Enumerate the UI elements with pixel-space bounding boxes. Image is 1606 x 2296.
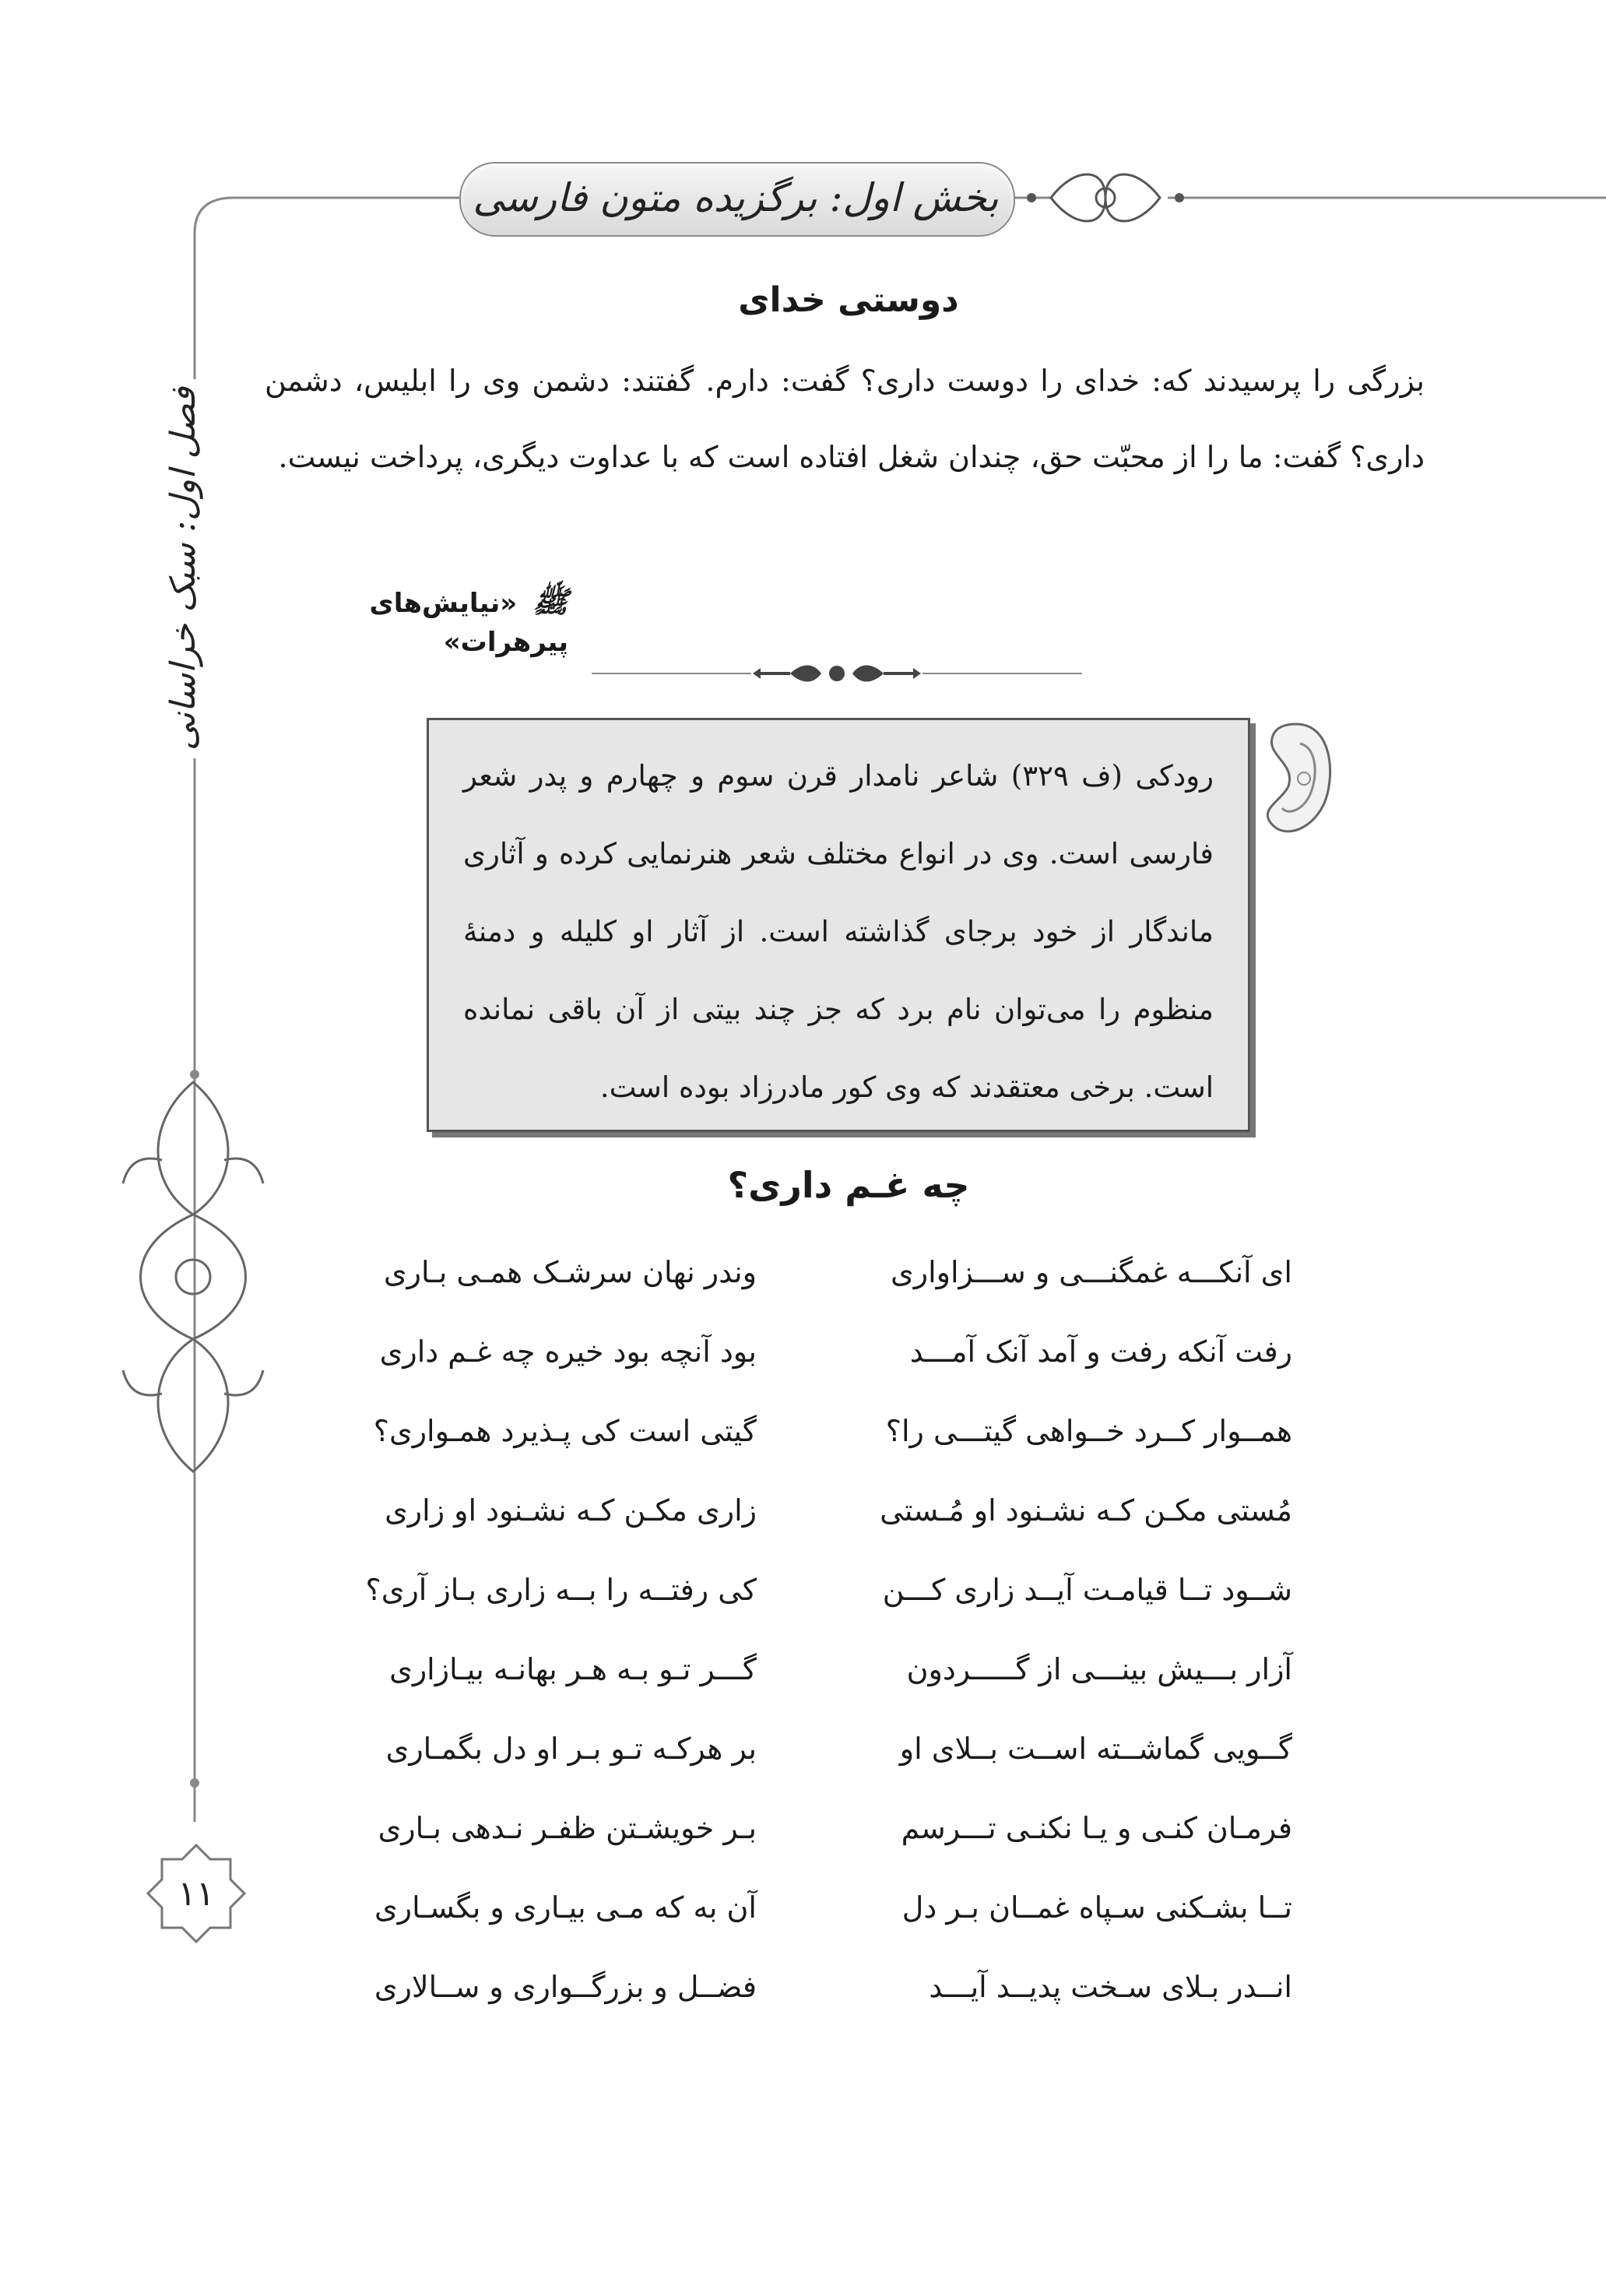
page-number: ۱۱ — [177, 1873, 215, 1914]
chapter-label: فصل اول: سبک خراسانی — [164, 378, 204, 758]
source-citation — [265, 584, 568, 658]
side-ornament-icon — [123, 1082, 263, 1471]
rule-dot — [190, 1778, 199, 1788]
hemistich-left: آن به که مـی بیـاری و بگسـاری — [374, 1890, 757, 1925]
paisley-icon — [1267, 724, 1330, 832]
rule-dot — [190, 1070, 199, 1079]
bio-box: رودکی (ف ۳۲۹) شاعر نامدار قرن سوم و چهارم و پدر شعر فارسی است. وی در انواع مختلف شعر هنرنمایی کرده و آثاری ماندگار از خود برجای گذاشته است. از آثار او کلیله و دمنهٔ منظوم را می‌توان نام برد که جز چند بیتی از آن باقی نمانده است. برخی معتقدند که وی کور مادرزاد بوده است. — [427, 718, 1250, 1132]
hemistich-left: بـر خویشـتن ظفـر نـدهی بـاری — [378, 1811, 757, 1845]
hemistich-right: تــا بشـکنی سـپاه غمــان بـر دل — [901, 1890, 1292, 1925]
hemistich-left: فضــل و بزرگــواری و ســالاری — [374, 1970, 757, 2004]
source-text: «نیایش‌های پیرهرات» — [369, 588, 568, 658]
hemistich-left: کی رفتــه را بــه زاری بـاز آری؟ — [365, 1573, 757, 1607]
hemistich-left: بود آنچه بود خیره چه غـم داری — [379, 1334, 757, 1369]
frame-corner — [195, 198, 234, 234]
hemistich-left: گیتی است کی پـذیرد همـواری؟ — [373, 1414, 757, 1448]
poem-title: چه غـم داری؟ — [727, 1164, 970, 1206]
hemistich-right: ای آنکـــه غمگنـــی و ســـزاواری — [891, 1255, 1292, 1289]
section-paragraph: بزرگی را پرسیدند که: خدای را دوست داری؟ گفت: دارم. گفتند: دشمن وی را ابلیس، دشمن داری؟ گفت: ما را از محبّت حق، چندان شغل افتاده است که با عداوت دیگری، پرداخت نیست. — [265, 364, 1425, 474]
hemistich-right: رفت آنکه رفت و آمد آنک آمـــد — [909, 1334, 1292, 1369]
hemistich-right: همــوار کــرد خــواهی گیتـــی را؟ — [885, 1414, 1292, 1448]
header-ornament-icon — [1027, 174, 1184, 221]
hemistich-right: انــدر بـلای سـخت پدیــد آیـــد — [929, 1970, 1292, 2004]
hemistich-left: زاری مکـن کـه نشـنود او زاری — [385, 1493, 757, 1528]
citation-mark: ﷺ — [532, 585, 568, 619]
section-title: دوستی خدای — [738, 280, 959, 320]
divider-ornament-icon — [751, 666, 922, 682]
hemistich-right: شــود تــا قیامـت آیــد زاری کـــن — [882, 1573, 1292, 1607]
chapter-label-vertical — [153, 386, 215, 751]
hemistich-right: گــویی گماشــته اســت بــلای او — [899, 1732, 1292, 1766]
hemistich-right: فرمـان کنـی و یـا نکنـی تـــرسم — [901, 1811, 1292, 1845]
hemistich-left: بر هرکـه تـو بـر او دل بگمـاری — [385, 1732, 757, 1766]
header-title: بخش اول: برگزیده متون فارسی — [473, 175, 999, 220]
hemistich-left: گـــر تـو بـه هـر بهانـه بیـازاری — [389, 1652, 757, 1686]
hemistich-left: وندر نهان سرشـک همـی بـاری — [383, 1255, 757, 1289]
hemistich-right: مُستی مکـن کـه نشـنود او مُـستی — [880, 1493, 1292, 1528]
hemistich-right: آزار بـــیش بینـــی از گـــــردون — [906, 1652, 1292, 1686]
